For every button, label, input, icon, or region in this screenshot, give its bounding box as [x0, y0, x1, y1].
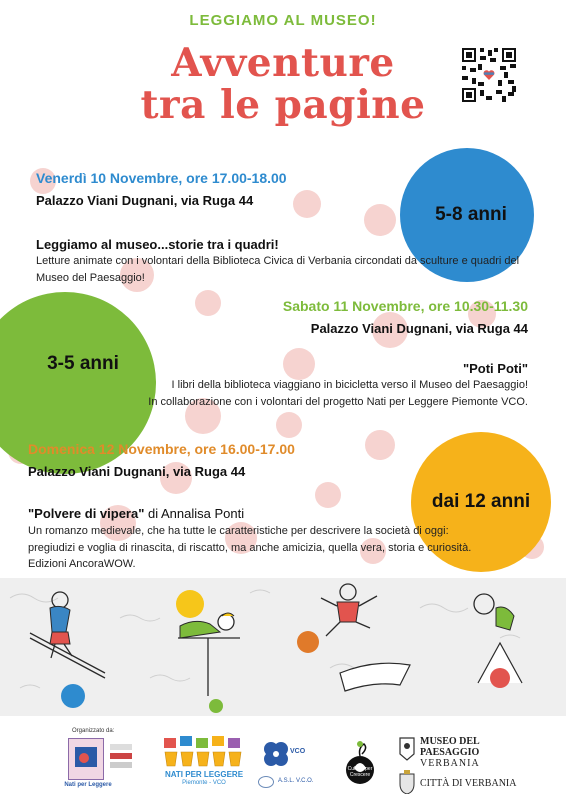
museo-logo-line: PAESAGGIO	[420, 747, 480, 758]
decor-dot	[365, 430, 395, 460]
event-date: Venerdì 10 Novembre, ore 17.00-18.00	[36, 170, 287, 186]
event-date: Sabato 11 Novembre, ore 10.30-11.30	[282, 298, 528, 314]
museo-logo-line: VERBANIA	[420, 758, 480, 769]
verbania-crest-icon	[398, 770, 416, 794]
children-reading-illustration	[0, 578, 566, 716]
page-title-line-1: Avventure	[171, 40, 395, 86]
decor-dot	[276, 412, 302, 438]
cultura-per-crescere-logo[interactable]	[340, 736, 380, 786]
book-author: di Annalisa Ponti	[144, 506, 245, 521]
event-title	[28, 506, 244, 521]
event-venue: Palazzo Viani Dugnani, via Ruga 44	[310, 321, 528, 336]
event-series-label: LEGGIAMO AL MUSEO!	[189, 12, 377, 29]
event-date: Domenica 12 Novembre, ore 16.00-17.00	[28, 441, 295, 457]
npl-small-label: Nati per Leggere	[64, 782, 112, 788]
event-venue: Palazzo Viani Dugnani, via Ruga 44	[36, 193, 254, 208]
child-figure-3	[297, 584, 410, 691]
npl-logo-subtitle: Piemonte - VCO	[182, 780, 226, 786]
child-figure-2	[176, 590, 240, 713]
nati-per-leggere-logo[interactable]	[162, 734, 246, 768]
decor-dot	[315, 482, 341, 508]
qr-code[interactable]	[460, 46, 518, 104]
decor-dot	[293, 190, 321, 218]
age-badge-label: dai 12 anni	[431, 491, 531, 512]
illustration-band	[0, 578, 566, 716]
event-description-line: Un romanzo medievale, che ha tutte le caratteristiche per descrivere la società di oggi:	[28, 525, 449, 537]
museo-logo-text[interactable]	[420, 736, 480, 769]
regione-piemonte-logos	[110, 744, 132, 772]
vco-label: VCO	[290, 748, 306, 755]
age-badge-label: 5-8 anni	[435, 204, 507, 225]
event-description-line: Edizioni AncoraWOW.	[28, 558, 136, 570]
event-description-line: Letture animate con i volontari della Biblioteca Civica di Verbania circondati da sculture e quadri del	[36, 255, 520, 267]
event-description-line: Museo del Paesaggio!	[36, 271, 145, 284]
museo-emblem-icon	[398, 736, 416, 762]
book-title: "Polvere di vipera"	[28, 506, 145, 521]
event-description	[36, 253, 556, 286]
event-description	[28, 523, 508, 573]
vco-cloverleaf-icon	[262, 740, 290, 768]
asl-label: A.S.L. V.C.O.	[278, 778, 314, 784]
event-description-line: I libri della biblioteca viaggiano in bicicletta verso il Museo del Paesaggio!	[171, 379, 528, 391]
event-title: "Poti Poti"	[462, 361, 528, 376]
child-figure-1	[30, 592, 105, 708]
event-title: Leggiamo al museo...storie tra i quadri!	[36, 237, 279, 252]
footer-logos	[0, 716, 566, 800]
event-description-line: pregiudizi e voglia di rinascita, di riscatto, ma anche amicizia, quella vera, storia e curiosità.	[28, 541, 472, 554]
event-venue: Palazzo Viani Dugnani, via Ruga 44	[28, 464, 246, 479]
museo-logo-line: MUSEO DEL	[420, 736, 480, 747]
decor-dot	[195, 290, 221, 316]
decor-dot	[364, 204, 396, 236]
decor-dot	[283, 348, 315, 380]
age-badge-label: 3-5 anni	[47, 353, 119, 374]
cultura-label: Cultura per Crescere	[347, 766, 373, 778]
citta-di-verbania-label: CITTÀ DI VERBANIA	[420, 778, 517, 789]
asl-logo-icon	[258, 776, 274, 788]
event-description-line: In collaborazione con i volontari del progetto Nati per Leggere Piemonte VCO.	[148, 395, 528, 408]
npl-book-logo[interactable]	[68, 738, 104, 780]
npl-logo-title: NATI PER LEGGERE	[164, 770, 244, 779]
page-title-line-2: tra le pagine	[140, 82, 426, 128]
event-description	[108, 377, 528, 410]
organizer-label: Organizzato da:	[72, 728, 115, 734]
child-figure-4	[474, 594, 522, 688]
